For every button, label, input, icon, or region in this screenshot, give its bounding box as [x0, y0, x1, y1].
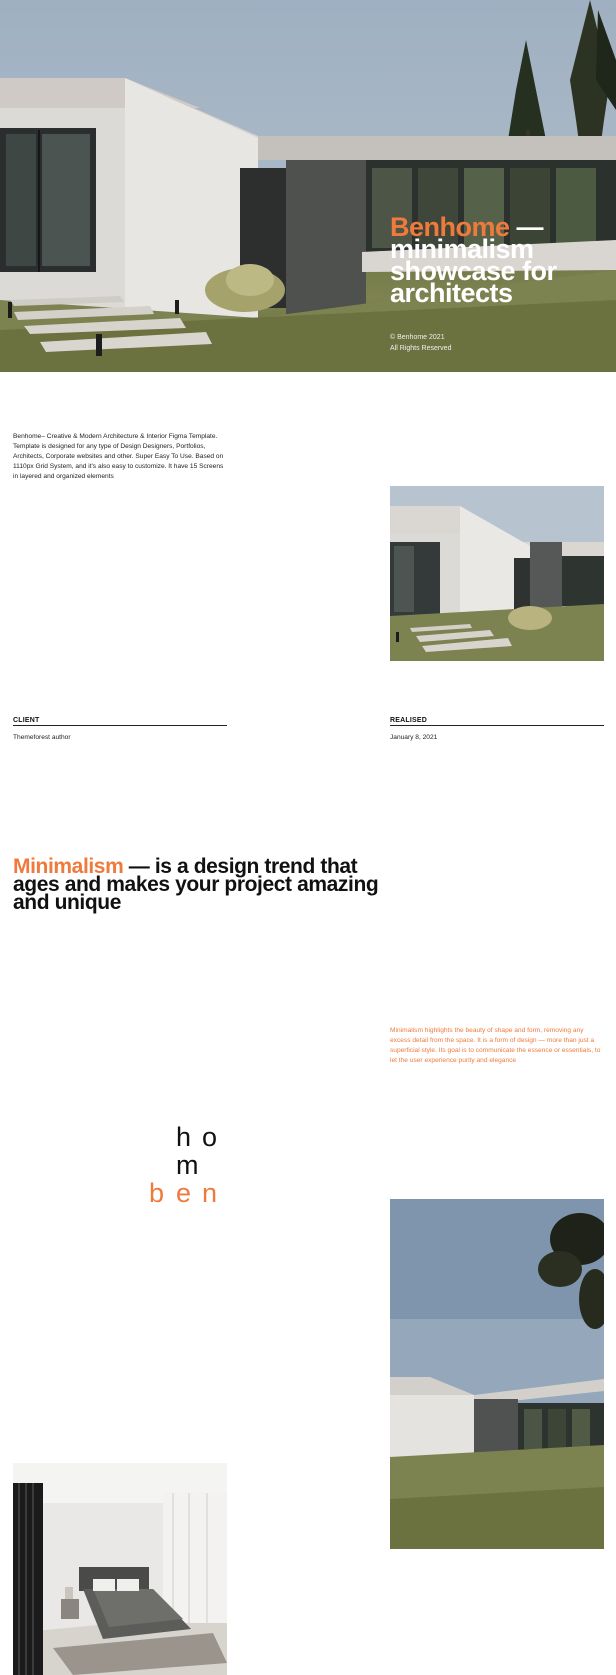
headline-accent: Minimalism	[13, 855, 124, 878]
logo-letter-m: m	[176, 1150, 199, 1180]
realised-block	[390, 717, 604, 741]
hero-title	[390, 212, 557, 308]
intro-description: Benhome– Creative & Modern Architecture & Interior Figma Template. Template is designed for any type of Design Designers, Portfolios, Architects, Corporate websites and other. Super Easy To Use. Based on 1110px Grid System, and it's also easy to customize. It have 15 Screens in layered and organized elements	[13, 433, 224, 480]
hero-rights: All Rights Reserved	[390, 345, 452, 352]
hero-title-line-2: minimalism	[390, 234, 534, 264]
hero-title-accent: Benhome	[390, 212, 510, 242]
client-label: CLIENT	[13, 717, 227, 726]
benhome-logo	[146, 1122, 226, 1208]
minimalism-quote: Minimalism highlights the beauty of shape and form, removing any excess detail from the space. It is a form of design — more than just a superficial style. Its goal is to communicate the essence or essentials, to let the user experience purity and elegance	[390, 1027, 601, 1064]
hero-house-image	[0, 0, 616, 372]
hero-title-line-4: architects	[390, 278, 513, 308]
client-block	[13, 717, 227, 741]
logo-letter-o: o	[202, 1122, 218, 1152]
logo-letter-h: h	[176, 1122, 192, 1152]
logo-letter-e: e	[176, 1178, 192, 1208]
house-exterior-image	[390, 486, 604, 661]
bedroom-interior-image	[13, 1463, 227, 1675]
realised-value: January 8, 2021	[390, 734, 438, 741]
hero-title-dash: —	[509, 212, 544, 242]
headline-rest: — is a design trend that ages and makes your project amazing and unique	[13, 855, 379, 914]
minimalism-headline	[13, 855, 393, 914]
logo-letter-n: n	[202, 1178, 218, 1208]
house-facade-image	[390, 1199, 604, 1549]
hero-section	[0, 0, 616, 372]
hero-title-line-3: showcase for	[390, 256, 557, 286]
client-value: Themeforest author	[13, 734, 71, 741]
logo-letter-b: b	[149, 1178, 165, 1208]
hero-copyright: © Benhome 2021	[390, 334, 445, 341]
hero-meta	[390, 332, 451, 354]
realised-label: REALISED	[390, 717, 604, 726]
